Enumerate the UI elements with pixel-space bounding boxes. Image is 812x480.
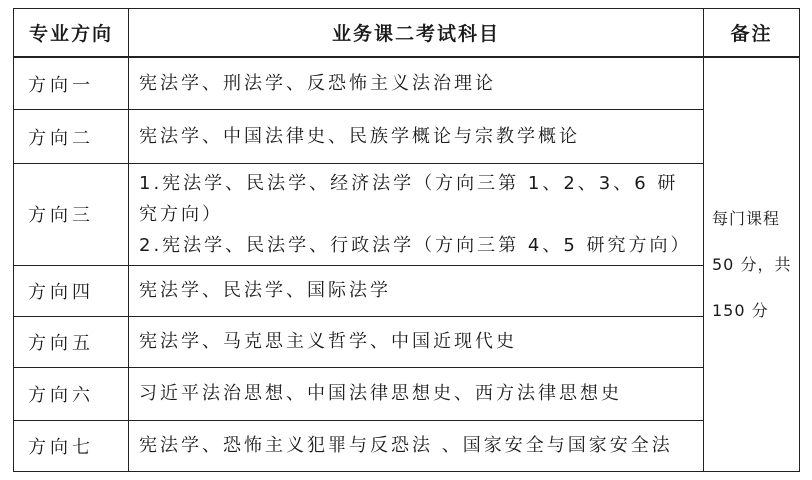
header-direction: 专业方向 (14, 9, 129, 58)
note-line: 50 分，共 (712, 254, 792, 274)
subjects-cell (129, 57, 704, 110)
direction-cell: 方向七 (14, 420, 129, 471)
note-cell (704, 57, 800, 472)
direction-cell: 方向四 (14, 265, 129, 316)
subjects-line: 1.宪法学、民法学、经济法学（方向三第 1、2、3、6 研 (139, 172, 679, 194)
table-header-row (14, 9, 800, 58)
subjects-line: 宪法学、民法学、国际法学 (139, 280, 391, 302)
subjects-line: 宪法学、刑法学、反恐怖主义法治理论 (139, 73, 496, 95)
header-subjects: 业务课二考试科目 (129, 9, 704, 58)
subjects-cell (129, 367, 704, 420)
direction-cell: 方向二 (14, 110, 129, 164)
subjects-cell (129, 110, 704, 164)
note-line: 每门课程 (712, 208, 781, 228)
table-row (14, 420, 800, 471)
table-row (14, 164, 800, 265)
subjects-cell (129, 164, 704, 265)
table-row (14, 316, 800, 367)
direction-cell: 方向六 (14, 367, 129, 420)
exam-subjects-table (13, 8, 800, 472)
header-note: 备注 (704, 9, 800, 58)
subjects-cell (129, 316, 704, 367)
subjects-line: 习近平法治思想、中国法律思想史、西方法律思想史 (139, 383, 622, 405)
subjects-line: 究方向） (139, 203, 223, 225)
direction-cell: 方向五 (14, 316, 129, 367)
direction-cell: 方向一 (14, 57, 129, 110)
subjects-cell (129, 265, 704, 316)
table-row (14, 265, 800, 316)
direction-cell: 方向三 (14, 164, 129, 265)
table-row (14, 367, 800, 420)
subjects-line: 宪法学、中国法律史、民族学概论与宗教学概论 (139, 126, 580, 148)
table-row (14, 110, 800, 164)
subjects-cell (129, 420, 704, 471)
subjects-line: 宪法学、马克思主义哲学、中国近现代史 (139, 331, 517, 353)
subjects-line: 宪法学、恐怖主义犯罪与反恐法 、国家安全与国家安全法 (139, 435, 673, 457)
table-row (14, 57, 800, 110)
subjects-line: 2.宪法学、民法学、行政法学（方向三第 4、5 研究方向） (139, 234, 692, 256)
note-line: 150 分 (712, 300, 769, 320)
